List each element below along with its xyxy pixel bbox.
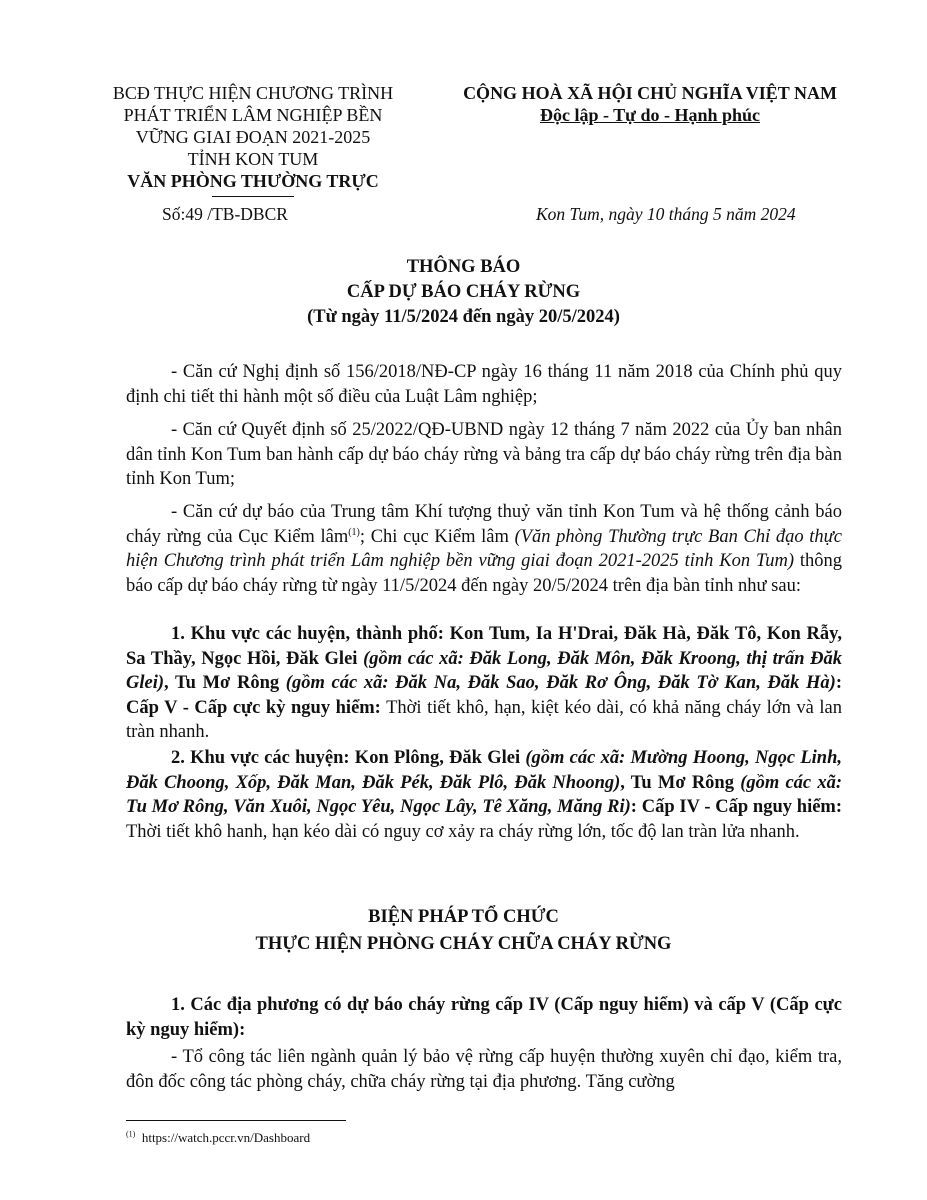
area-2-description: Thời tiết khô hanh, hạn kéo dài có nguy cơ xảy ra cháy rừng lớn, tốc độ lan tràn lửa nhanh. [126, 821, 800, 842]
area-1-communes-b: (gồm các xã: Đăk Na, Đăk Sao, Đăk Rơ Ông, Đăk Tờ Kan, Đăk Hà) [285, 673, 836, 693]
document-subject: CẤP DỰ BÁO CHÁY RỪNG [346, 282, 581, 302]
country-name: CỘNG HOÀ XÃ HỘI CHỦ NGHĨA VIỆT NAM [463, 83, 837, 103]
forecast-area-2 [126, 746, 842, 844]
document-date: Kon Tum, ngày 10 tháng 5 năm 2024 [536, 204, 796, 224]
area-2-level: : Cấp IV - Cấp nguy hiểm: [630, 797, 842, 817]
agency-line-1: BCĐ THỰC HIỆN CHƯƠNG TRÌNH [112, 83, 394, 103]
agency-line-4: TỈNH KON TUM [187, 149, 319, 169]
area-2-communes-b: (gồm các xã: Tu Mơ Rông, Văn Xuôi, Ngọc Yêu, Ngọc Lây, Tê Xăng, Măng Ri) [126, 772, 842, 817]
area-1-description: Thời tiết khô, hạn, kiệt kéo dài, có khả năng cháy lớn và lan tràn nhanh. [126, 697, 842, 742]
basis-3-text-a: - Căn cứ dự báo của Trung tâm Khí tượng thuỷ văn tỉnh Kon Tum và hệ thống cảnh báo cháy rừng của Cục Kiểm lâm [126, 502, 842, 547]
area-1-district-b: , Tu Mơ Rông [164, 673, 286, 693]
basis-3-text-c: thông báo cấp dự báo cháy rừng từ ngày 11/5/2024 đến ngày 20/5/2024 trên địa bàn tỉnh như sau: [126, 551, 843, 596]
measure-1-text: - Tổ công tác liên ngành quản lý bảo vệ rừng cấp huyện thường xuyên chỉ đạo, kiểm tra, đôn đốc công tác phòng cháy, chữa cháy rừng tại địa phương. Tăng cường [126, 1047, 842, 1092]
national-motto-block [430, 82, 870, 126]
footnote-mark: (1) [126, 1129, 136, 1139]
national-motto: Độc lập - Tự do - Hạnh phúc [539, 105, 761, 125]
footnote-separator [126, 1120, 346, 1121]
area-1-level: : Cấp V - Cấp cực kỳ nguy hiểm: [126, 673, 843, 718]
area-2-communes-a: (gồm các xã: Mường Hoong, Ngọc Linh, Đăk Choong, Xốp, Đăk Man, Đăk Pék, Đăk Plô, Đăk Nhoong) [126, 748, 842, 793]
legal-basis-2: - Căn cứ Quyết định số 25/2022/QĐ-UBND ngày 12 tháng 7 năm 2022 của Ủy ban nhân dân tỉnh Kon Tum ban hành cấp dự báo cháy rừng và bảng tra cấp dự báo cháy rừng trên địa bàn tỉnh Kon Tum; [126, 420, 842, 489]
legal-basis-3 [126, 500, 842, 598]
area-1-districts: 1. Khu vực các huyện, thành phố: Kon Tum, Ia H'Drai, Đăk Hà, Đăk Tô, Kon Rẫy, Sa Thầy, Ngọc Hồi, Đăk Glei [126, 624, 842, 669]
basis-3-italic: (Văn phòng Thường trực Ban Chỉ đạo thực hiện Chương trình phát triển Lâm nghiệp bền vững giai đoạn 2021-2025 tỉnh Kon Tum) [126, 526, 842, 571]
document-title: THÔNG BÁO [406, 257, 521, 277]
section-heading-line-1: BIỆN PHÁP TỔ CHỨC [368, 907, 559, 927]
basis-3-text-b: ; Chi cục Kiểm lâm [359, 526, 515, 547]
agency-underline [212, 196, 294, 197]
legal-basis-1: - Căn cứ Nghị định số 156/2018/NĐ-CP ngày 16 tháng 11 năm 2018 của Chính phủ quy định chi tiết thi hành một số điều của Luật Lâm nghiệp; [126, 362, 842, 407]
section-heading-line-2: THỰC HIỆN PHÒNG CHÁY CHỮA CHÁY RỪNG [255, 934, 672, 954]
area-1-communes-a: (gồm các xã: Đăk Long, Đăk Môn, Đăk Kroong, thị trấn Đăk Glei) [126, 648, 842, 693]
footnote-ref: (1) [348, 526, 360, 538]
footnote-url: https://watch.pccr.vn/Dashboard [141, 1130, 311, 1145]
agency-line-3: VỮNG GIAI ĐOẠN 2021-2025 [135, 127, 371, 147]
area-2-district-b: , Tu Mơ Rông [620, 772, 741, 793]
issuing-agency-block [88, 82, 418, 192]
area-2-districts: 2. Khu vực các huyện: Kon Plông, Đăk Glei [171, 748, 526, 768]
document-number: Số:49 /TB-DBCR [162, 204, 288, 224]
measure-1-heading: 1. Các địa phương có dự báo cháy rừng cấp IV (Cấp nguy hiểm) và cấp V (Cấp cực kỳ nguy hiểm): [126, 995, 842, 1040]
agency-office-name: VĂN PHÒNG THƯỜNG TRỰC [127, 171, 379, 191]
agency-line-2: PHÁT TRIỂN LÂM NGHIỆP BỀN [123, 105, 383, 125]
document-period: (Từ ngày 11/5/2024 đến ngày 20/5/2024) [307, 307, 620, 327]
forecast-area-1 [126, 622, 842, 745]
footnote [126, 1130, 310, 1146]
